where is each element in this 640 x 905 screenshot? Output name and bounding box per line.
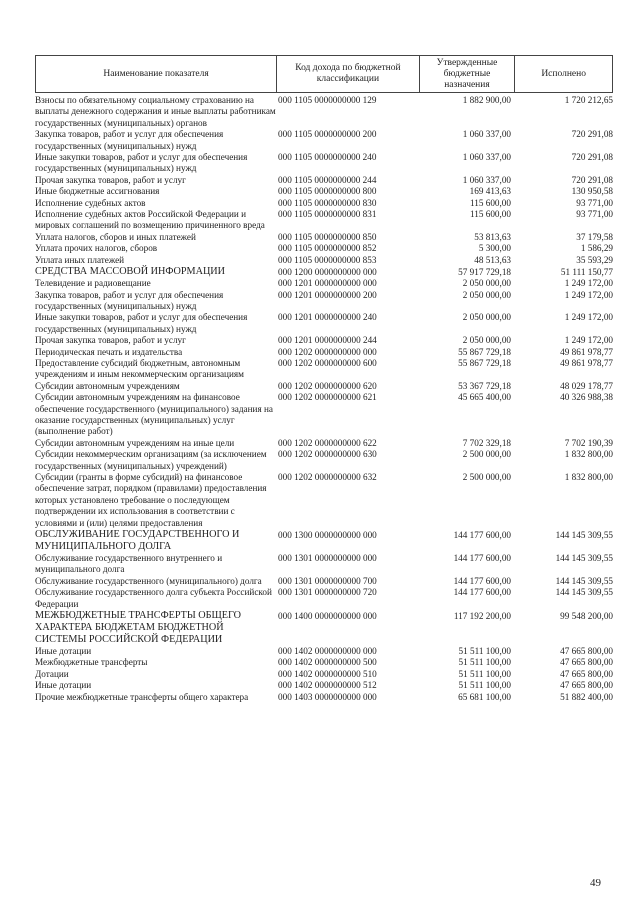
row-approved: 144 177 600,00 — [453, 575, 511, 586]
row-executed: 1 586,29 — [580, 243, 613, 254]
row-approved: 1 060 337,00 — [462, 152, 511, 163]
table-row — [35, 438, 613, 449]
row-name: Предоставление субсидий бюджетным, автономным учреждениям и иным некоммерческим организациям — [35, 357, 244, 380]
row-approved: 1 060 337,00 — [462, 129, 511, 140]
row-name: Обслуживание государственного внутреннего и муниципального долга — [35, 553, 223, 575]
row-approved: 2 050 000,00 — [462, 289, 511, 300]
row-approved: 51 511 100,00 — [458, 657, 511, 668]
row-name: Иные закупки товаров, работ и услуг для обеспечения государственных (муниципальных) нужд — [35, 152, 248, 174]
row-code: 000 1400 0000000000 000 — [278, 611, 377, 622]
row-code: 000 1202 0000000000 622 — [278, 437, 377, 448]
row-executed: 720 291,08 — [571, 152, 613, 163]
row-executed: 130 950,58 — [571, 186, 613, 197]
row-code: 000 1105 0000000000 244 — [278, 174, 377, 185]
table-row — [35, 278, 613, 289]
row-name: Субсидии автономным учреждениям на финансовое обеспечение государственного (муниципального) задания на оказание государственных (муниципальных) услуг (выполнение работ) — [35, 392, 273, 437]
row-name: Обслуживание государственного долга субъекта Российской Федерации — [35, 587, 272, 609]
table-row — [35, 449, 613, 472]
row-code: 000 1201 0000000000 000 — [278, 278, 377, 289]
table-row — [35, 553, 613, 576]
row-code: 000 1202 0000000000 630 — [278, 449, 377, 460]
row-approved: 51 511 100,00 — [458, 680, 511, 691]
row-approved: 2 050 000,00 — [462, 312, 511, 323]
row-code: 000 1301 0000000000 000 — [278, 553, 377, 564]
row-approved: 5 300,00 — [478, 243, 511, 254]
row-name: Иные бюджетные ассигнования — [35, 186, 160, 197]
row-approved: 51 511 100,00 — [458, 646, 511, 657]
header-name: Наименование показателя — [103, 68, 209, 79]
row-name: Закупка товаров, работ и услуг для обеспечения государственных (муниципальных) нужд — [35, 129, 224, 151]
row-code: 000 1403 0000000000 000 — [278, 691, 377, 702]
table-row — [35, 232, 613, 243]
row-approved: 2 050 000,00 — [462, 278, 511, 289]
table-row — [35, 657, 613, 668]
row-approved: 115 600,00 — [469, 209, 511, 220]
row-name: Иные дотации — [35, 680, 92, 691]
row-name: Субсидии (гранты в форме субсидий) на финансовое обеспечение затрат, порядком (правилами) предоставления которых установлено требование о последующем подтверждении их использования в соответствии с условиями и (или) целями предоставления — [35, 472, 267, 528]
row-approved: 115 600,00 — [469, 197, 511, 208]
row-approved: 2 500 000,00 — [462, 449, 511, 460]
row-executed: 1 249 172,00 — [564, 335, 613, 346]
row-executed: 51 882 400,00 — [560, 691, 613, 702]
row-name: СРЕДСТВА МАССОВОЙ ИНФОРМАЦИИ — [35, 266, 226, 278]
row-approved: 2 500 000,00 — [462, 472, 511, 482]
row-code: 000 1105 0000000000 852 — [278, 243, 377, 254]
table-row — [35, 209, 613, 232]
row-name: Прочая закупка товаров, работ и услуг — [35, 174, 186, 185]
row-executed: 144 145 309,55 — [555, 530, 613, 541]
row-executed: 37 179,58 — [576, 231, 613, 242]
row-code: 000 1105 0000000000 830 — [278, 197, 377, 208]
row-name: Уплата иных платежей — [35, 254, 125, 265]
row-approved: 2 050 000,00 — [462, 335, 511, 346]
row-executed: 49 861 978,77 — [560, 346, 613, 357]
row-code: 000 1402 0000000000 500 — [278, 657, 377, 668]
row-executed: 720 291,08 — [571, 174, 613, 185]
table-row — [35, 129, 613, 152]
row-name: Телевидение и радиовещание — [35, 278, 151, 289]
row-name: ОБСЛУЖИВАНИЕ ГОСУДАРСТВЕННОГО И МУНИЦИПАЛЬНОГО ДОЛГА — [35, 529, 240, 553]
row-executed: 47 665 800,00 — [560, 657, 613, 668]
row-code: 000 1301 0000000000 720 — [278, 587, 377, 598]
row-executed: 144 145 309,55 — [555, 575, 613, 586]
row-approved: 55 867 729,18 — [458, 346, 511, 357]
row-executed: 99 548 200,00 — [560, 611, 613, 622]
table-row — [35, 358, 613, 381]
row-approved: 57 917 729,18 — [458, 267, 511, 278]
row-code: 000 1201 0000000000 240 — [278, 312, 377, 323]
row-approved: 144 177 600,00 — [453, 553, 511, 564]
row-name: Исполнение судебных актов — [35, 197, 146, 208]
row-code: 000 1402 0000000000 510 — [278, 668, 377, 679]
table-row — [35, 529, 613, 553]
row-approved: 117 192 200,00 — [453, 611, 511, 622]
table-row — [35, 646, 613, 657]
row-name: Обслуживание государственного (муниципального) долга — [35, 575, 262, 586]
table-row — [35, 95, 613, 129]
row-approved: 144 177 600,00 — [453, 587, 511, 598]
row-code: 000 1200 0000000000 000 — [278, 267, 377, 278]
row-code: 000 1301 0000000000 700 — [278, 575, 377, 586]
row-name: Дотации — [35, 668, 69, 679]
table-row — [35, 175, 613, 186]
row-executed: 51 111 150,77 — [560, 267, 613, 278]
row-executed: 1 249 172,00 — [564, 312, 613, 323]
row-name: Субсидии некоммерческим организациям (за исключением государственных (муниципальных) учреждений) — [35, 449, 267, 471]
row-name: МЕЖБЮДЖЕТНЫЕ ТРАНСФЕРТЫ ОБЩЕГО ХАРАКТЕРА БЮДЖЕТАМ БЮДЖЕТНОЙ СИСТЕМЫ РОССИЙСКОЙ ФЕДЕРАЦИИ — [35, 610, 242, 646]
table-body — [35, 95, 613, 703]
row-executed: 144 145 309,55 — [555, 553, 613, 564]
row-name: Межбюджетные трансферты — [35, 657, 148, 668]
row-code: 000 1202 0000000000 632 — [278, 472, 377, 482]
row-approved: 65 681 100,00 — [458, 691, 511, 702]
row-executed: 48 029 178,77 — [560, 380, 613, 391]
row-name: Прочие межбюджетные трансферты общего характера — [35, 691, 249, 702]
table-row — [35, 576, 613, 587]
row-code: 000 1300 0000000000 000 — [278, 530, 377, 541]
row-code: 000 1105 0000000000 831 — [278, 209, 377, 220]
table-row — [35, 680, 613, 691]
row-code: 000 1202 0000000000 620 — [278, 380, 377, 391]
row-code: 000 1105 0000000000 850 — [278, 231, 377, 242]
row-name: Субсидии автономным учреждениям — [35, 380, 180, 391]
row-approved: 53 813,63 — [474, 231, 511, 242]
row-approved: 1 882 900,00 — [462, 95, 511, 105]
table-row — [35, 610, 613, 646]
row-name: Иные дотации — [35, 646, 92, 657]
row-name: Прочая закупка товаров, работ и услуг — [35, 335, 186, 346]
row-approved: 7 702 329,18 — [462, 437, 511, 448]
table-row — [35, 472, 613, 529]
row-approved: 45 665 400,00 — [458, 392, 511, 403]
row-executed: 1 832 800,00 — [564, 472, 613, 482]
row-code: 000 1105 0000000000 853 — [278, 254, 377, 265]
row-code: 000 1202 0000000000 600 — [278, 357, 377, 368]
row-code: 000 1105 0000000000 129 — [278, 95, 377, 105]
row-code: 000 1201 0000000000 244 — [278, 335, 377, 346]
row-code: 000 1202 0000000000 000 — [278, 346, 377, 357]
row-executed: 40 326 988,38 — [560, 392, 613, 403]
table-row — [35, 243, 613, 254]
row-approved: 53 367 729,18 — [458, 380, 511, 391]
row-executed: 47 665 800,00 — [560, 646, 613, 657]
row-approved: 55 867 729,18 — [458, 357, 511, 368]
row-executed: 93 771,00 — [576, 209, 613, 220]
row-executed: 7 702 190,39 — [564, 437, 613, 448]
row-executed: 47 665 800,00 — [560, 668, 613, 679]
row-approved: 169 413,63 — [469, 186, 511, 197]
table-row — [35, 186, 613, 197]
row-name: Иные закупки товаров, работ и услуг для обеспечения государственных (муниципальных) нужд — [35, 312, 248, 334]
row-code: 000 1105 0000000000 800 — [278, 186, 377, 197]
row-name: Уплата налогов, сборов и иных платежей — [35, 231, 196, 242]
table-row — [35, 152, 613, 175]
header-code: Код дохода по бюджетной классификации — [276, 56, 419, 92]
table-row — [35, 692, 613, 703]
row-executed: 47 665 800,00 — [560, 680, 613, 691]
header-approved: Утвержденные бюджетные назначения — [419, 56, 515, 92]
row-code: 000 1201 0000000000 200 — [278, 289, 377, 300]
row-executed: 1 249 172,00 — [564, 278, 613, 289]
table-row — [35, 381, 613, 392]
row-name: Периодическая печать и издательства — [35, 346, 183, 357]
row-code: 000 1105 0000000000 200 — [278, 129, 377, 140]
row-executed: 93 771,00 — [576, 197, 613, 208]
row-approved: 48 513,63 — [474, 254, 511, 265]
table-row — [35, 266, 613, 278]
row-executed: 144 145 309,55 — [555, 587, 613, 598]
row-code: 000 1402 0000000000 000 — [278, 646, 377, 657]
table-row — [35, 347, 613, 358]
row-executed: 1 249 172,00 — [564, 289, 613, 300]
table-header — [35, 55, 613, 93]
row-executed: 1 720 212,65 — [564, 95, 613, 105]
row-name: Исполнение судебных актов Российской Федерации и мировых соглашений по возмещению причиненного вреда — [35, 209, 265, 231]
table-row — [35, 290, 613, 313]
row-code: 000 1402 0000000000 512 — [278, 680, 377, 691]
row-executed: 49 861 978,77 — [560, 357, 613, 368]
table-row — [35, 198, 613, 209]
table-row — [35, 587, 613, 610]
table-row — [35, 392, 613, 438]
row-name: Взносы по обязательному социальному страхованию на выплаты денежного содержания и иные выплаты работникам государственных (муниципальных) органов — [35, 95, 276, 128]
header-executed: Исполнено — [514, 56, 612, 92]
table-row — [35, 312, 613, 335]
row-approved: 144 177 600,00 — [453, 530, 511, 541]
table-row — [35, 335, 613, 346]
row-executed: 35 593,29 — [576, 254, 613, 265]
row-code: 000 1105 0000000000 240 — [278, 152, 377, 163]
row-name: Уплата прочих налогов, сборов — [35, 243, 158, 254]
table-row — [35, 669, 613, 680]
row-code: 000 1202 0000000000 621 — [278, 392, 377, 403]
row-executed: 720 291,08 — [571, 129, 613, 140]
row-name: Закупка товаров, работ и услуг для обеспечения государственных (муниципальных) нужд — [35, 289, 224, 311]
page-number: 49 — [590, 877, 601, 889]
table-row — [35, 255, 613, 266]
row-executed: 1 832 800,00 — [564, 449, 613, 460]
row-approved: 1 060 337,00 — [462, 174, 511, 185]
row-approved: 51 511 100,00 — [458, 668, 511, 679]
row-name: Субсидии автономным учреждениям на иные цели — [35, 437, 235, 448]
